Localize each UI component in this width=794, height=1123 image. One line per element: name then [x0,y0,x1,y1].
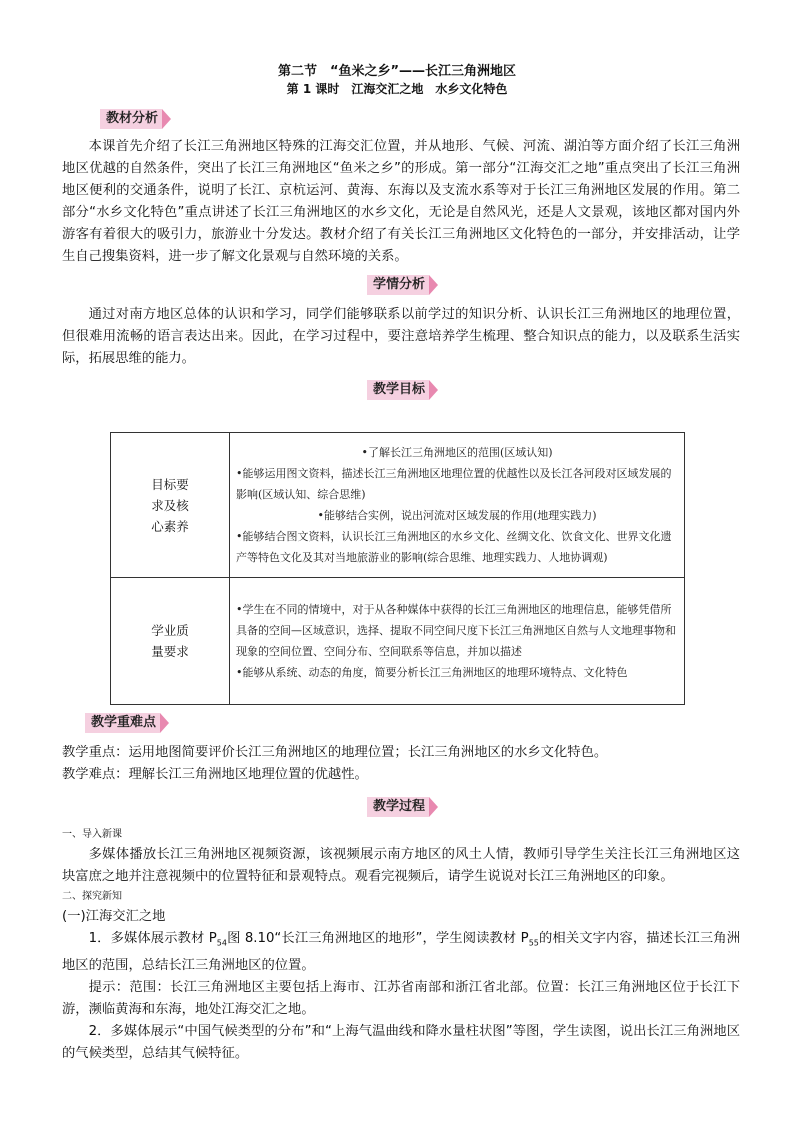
difficult-point: 教学难点：理解长江三角洲地区地理位置的优越性。 [62,767,368,782]
list-item: •学生在不同的情境中，对于从各种媒体中获得的长江三角洲地区的地理信息，能够凭借所具备的空间—区域意识，选择、提取不同空间尺度下长江三角洲地区自然与人文地理事物和现象的空间位置、空间分布、空间联系等信息，并加以描述 [236,603,676,658]
list-item: •能够运用图文资料，描述长江三角洲地区地理位置的优越性以及长江各河段对区域发展的影响(区域认知、综合思维) [236,467,672,501]
list-item: •能够结合实例，说出河流对区域发展的作用(地理实践力) [317,509,597,522]
page-subtitle: 第 1 课时 江海交汇之地 水乡文化特色 [286,82,508,96]
section-tag-student [367,275,438,295]
process-item-2: 2．多媒体展示“中国气候类型的分布”和“上海气温曲线和降水量柱状图”等图，学生读图，说出长江三角洲地区的气候类型，总结其气候特征。 [62,1023,740,1061]
table-row [111,578,685,705]
process-content [62,826,740,1065]
section-tag-process [367,797,438,817]
student-paragraph [62,304,740,370]
step-heading: 一、导入新课 [62,829,122,840]
section-tag-keypoints [85,713,169,733]
section-tag-label: 教学过程 [367,797,429,817]
list-item: •能够结合图文资料，认识长江三角洲地区的水乡文化、丝绸文化、饮食文化、世界文化遗产等特色文化及其对当地旅游业的影响(综合思维、地理实践力、人地协调观) [236,530,672,564]
key-point: 教学重点：运用地图简要评价长江三角洲地区的地理位置；长江三角洲地区的水乡文化特色。 [62,745,608,760]
section-tag-label: 教学重难点 [85,713,160,733]
goals-table [110,432,685,705]
student-text: 通过对南方地区总体的认识和学习，同学们能够联系以前学过的知识分析、认识长江三角洲地区的地理位置，但很难用流畅的语言表达出来。因此，在学习过程中，要注意培养学生梳理、整合知识点的能力，以及联系生活实际，拓展思维的能力。 [62,307,740,366]
analysis-paragraph [62,136,740,268]
hint-text: 提示：范围：长江三角洲地区主要包括上海市、江苏省南部和浙江省北部。位置：长江三角洲地区位于长江下游，濒临黄海和东海，地处江海交汇之地。 [62,979,740,1017]
analysis-text: 本课首先介绍了长江三角洲地区特殊的江海交汇位置，并从地形、气候、河流、湖泊等方面介绍了长江三角洲地区优越的自然条件，突出了长江三角洲地区“鱼米之乡”的形成。第一部分“江海交汇之地”重点突出了长江三角洲地区便利的交通条件，说明了长江、京杭运河、黄海、东海以及支流水系等对于长江三角洲地区发展的作用。第二部分“水乡文化特色”重点讲述了长江三角洲地区的水乡文化，无论是自然风光，还是人文景观，该地区都对国内外游客有着很大的吸引力，旅游业十分发达。教材介绍了有关长江三角洲地区文化特色的一部分，并安排活动，让学生自己搜集资料，进一步了解文化景观与自然环境的关系。 [62,139,740,264]
goals-row-body [230,433,685,578]
section-tag-label: 教材分析 [100,109,162,129]
section-tag-analysis [100,109,171,129]
tag-arrow-icon [429,797,438,817]
quality-row-body [230,578,685,705]
step-heading: 二、探究新知 [62,891,122,902]
step1-text: 多媒体播放长江三角洲地区视频资源，该视频展示南方地区的风土人情，教师引导学生关注长江三角洲地区这块富庶之地并注意视频中的位置特征和景观特点。观看完视频后，请学生说说对长江三角洲地区的印象。 [62,847,740,884]
process-item-1: 1．多媒体展示教材 $P_{54}$图 8.10“长江三角洲地区的地形”，学生阅读教材 $P_{55}$的相关文字内容，描述长江三角洲地区的范围，总结长江三角洲地区的位置。 [62,931,740,973]
section-tag-label: 学情分析 [367,275,429,295]
goals-row-header: 目标要 求及核 心素养 [111,433,230,578]
keypoints-paragraph [62,742,740,786]
table-row [111,433,685,578]
page-title: 第二节 “鱼米之乡”——长江三角洲地区 [277,64,517,79]
section-tag-label: 教学目标 [367,380,429,400]
tag-arrow-icon [162,109,171,129]
list-item: •能够从系统、动态的角度，简要分析长江三角洲地区的地理环境特点、文化特色 [236,666,628,679]
section-tag-goals [367,380,438,400]
subsection-heading: (一)江海交汇之地 [62,909,166,924]
quality-row-header: 学业质 量要求 [111,578,230,705]
tag-arrow-icon [429,275,438,295]
list-item: •了解长江三角洲地区的范围(区域认知) [361,446,553,459]
tag-arrow-icon [429,380,438,400]
tag-arrow-icon [160,713,169,733]
